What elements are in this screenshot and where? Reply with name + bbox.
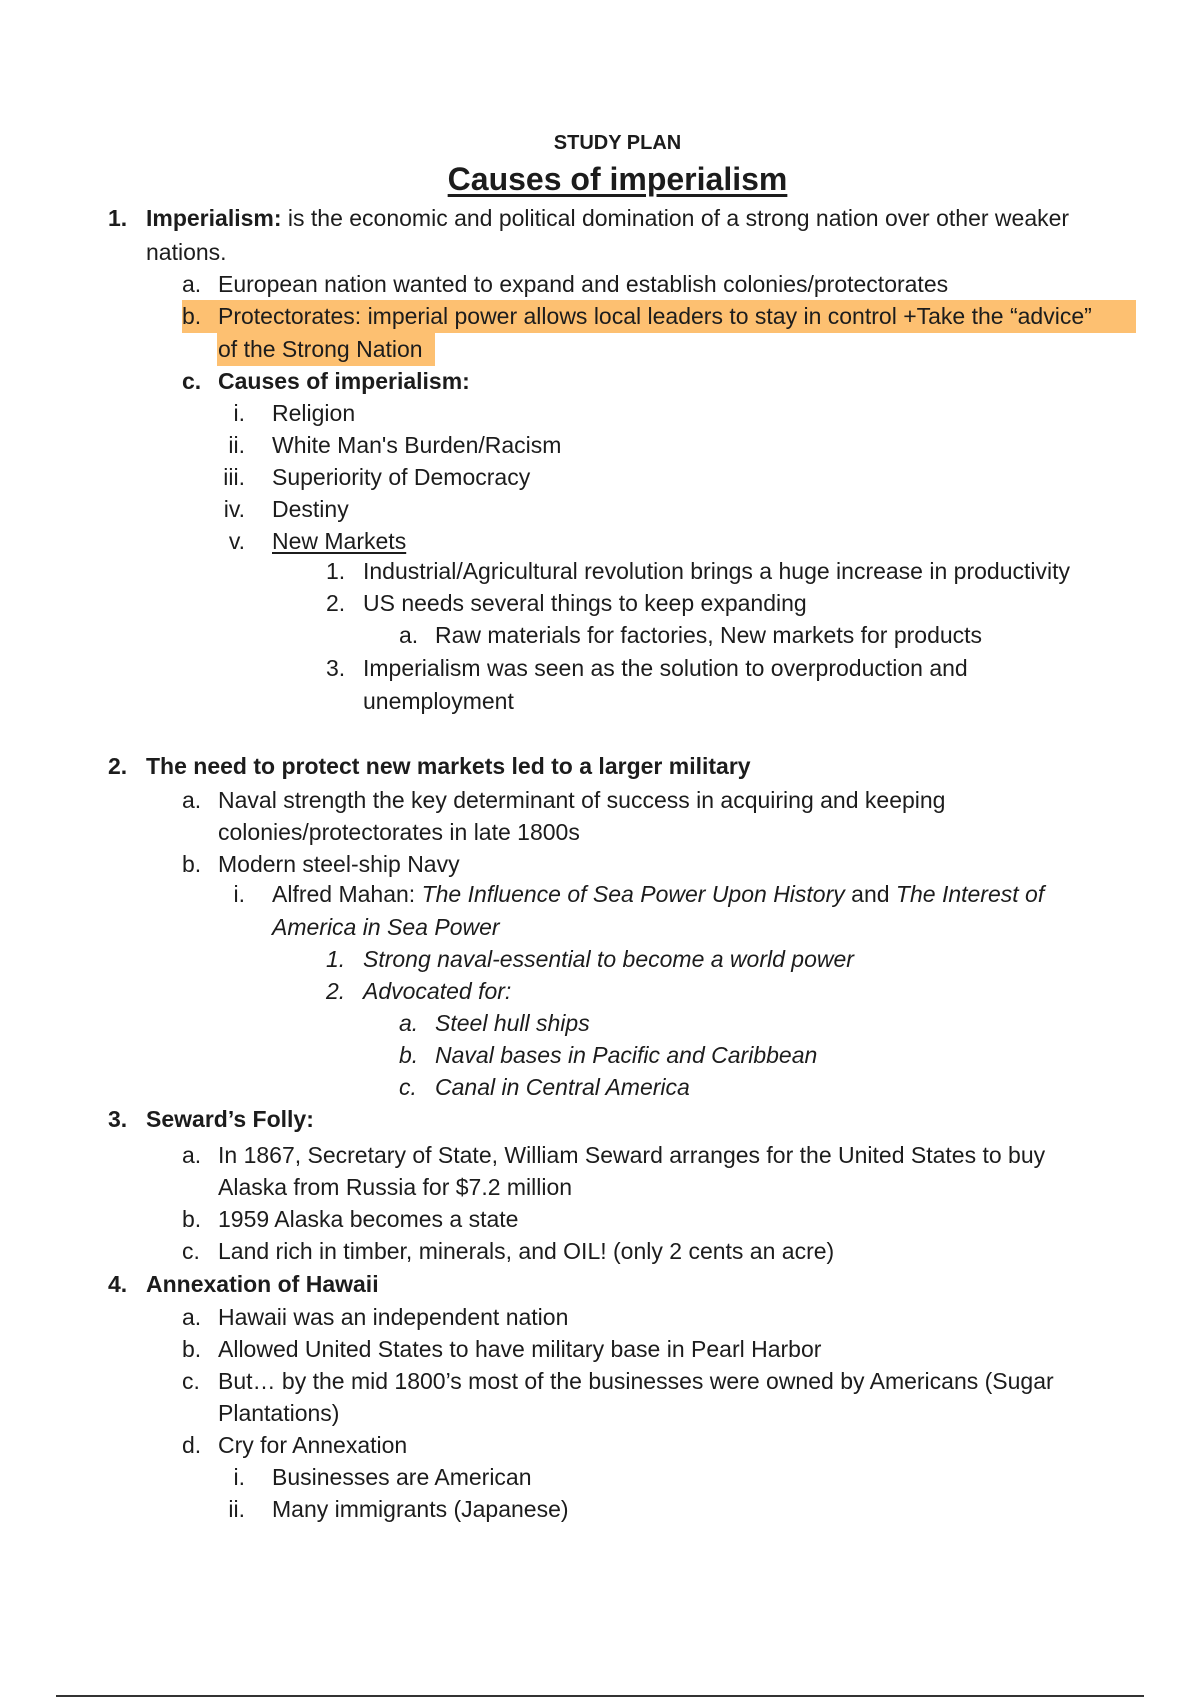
mahan-2c-marker: c.: [399, 1074, 417, 1100]
s3-b-marker: b.: [182, 1206, 202, 1232]
mahan-marker: i.: [233, 881, 245, 907]
page-title: Causes of imperialism: [447, 161, 788, 197]
imperialism-definition: is the economic and political domination of a strong nation over other weaker: [281, 205, 1070, 231]
s1-b-marker: b.: [182, 303, 202, 329]
s4-d-i-marker: i.: [233, 1464, 245, 1490]
section-2-marker: 2.: [108, 753, 128, 779]
study-plan-label: STUDY PLAN: [553, 132, 682, 154]
markets-3-marker: 3.: [326, 655, 346, 681]
mahan-1-marker: 1.: [326, 946, 346, 972]
s4-a-text: Hawaii was an independent nation: [218, 1304, 569, 1330]
cause-iv-marker: iv.: [223, 496, 245, 522]
mahan-2c-text: Canal in Central America: [435, 1074, 690, 1100]
causes-heading: Causes of imperialism:: [218, 368, 470, 394]
cause-i-marker: i.: [233, 400, 245, 426]
s4-a-marker: a.: [182, 1304, 202, 1330]
bottom-rule: [56, 1695, 1144, 1697]
mahan-line: [272, 879, 1044, 909]
mahan-2b-marker: b.: [399, 1042, 419, 1068]
markets-3-text-cont: unemployment: [363, 688, 514, 714]
s2-b-marker: b.: [182, 851, 202, 877]
s2-b-text: Modern steel-ship Navy: [218, 851, 460, 877]
section-4-heading: Annexation of Hawaii: [146, 1271, 379, 1297]
markets-3-text: Imperialism was seen as the solution to overproduction and: [363, 655, 968, 681]
cause-ii-marker: ii.: [228, 432, 245, 458]
section-1-marker: 1.: [108, 205, 128, 231]
section-2-heading: The need to protect new markets led to a larger military: [146, 753, 751, 779]
markets-2a-marker: a.: [399, 622, 419, 648]
s4-d-marker: d.: [182, 1432, 202, 1458]
protectorates-definition-cont: of the Strong Nation: [218, 336, 423, 362]
s4-d-ii-marker: ii.: [228, 1496, 245, 1522]
mahan-2a-text: Steel hull ships: [435, 1010, 590, 1036]
markets-1-marker: 1.: [326, 558, 346, 584]
cause-iii-marker: iii.: [223, 464, 245, 490]
section-4-marker: 4.: [108, 1271, 128, 1297]
mahan-book-1: The Influence of Sea Power Upon History: [421, 881, 845, 907]
section-3-heading: Seward’s Folly:: [146, 1106, 314, 1132]
s4-c-text: But… by the mid 1800’s most of the businesses were owned by Americans (Sugar: [218, 1368, 1054, 1394]
s3-b-text: 1959 Alaska becomes a state: [218, 1206, 519, 1232]
s4-b-marker: b.: [182, 1336, 202, 1362]
mahan-book-2-cont: America in Sea Power: [272, 914, 500, 940]
cause-new-markets: New Markets: [272, 528, 407, 554]
cause-democracy: Superiority of Democracy: [272, 464, 531, 490]
s2-a-marker: a.: [182, 787, 202, 813]
s4-c-text-cont: Plantations): [218, 1400, 340, 1426]
s3-c-text: Land rich in timber, minerals, and OIL! (only 2 cents an acre): [218, 1238, 835, 1264]
s1-c-marker: c.: [182, 368, 202, 394]
mahan-book-2: The Interest of: [895, 881, 1045, 907]
s1-a-marker: a.: [182, 271, 202, 297]
mahan-1-text: Strong naval-essential to become a world power: [363, 946, 854, 972]
markets-2-marker: 2.: [326, 590, 346, 616]
s4-c-marker: c.: [182, 1368, 200, 1394]
cause-v-marker: v.: [228, 528, 245, 554]
s4-b-text: Allowed United States to have military base in Pearl Harbor: [218, 1336, 822, 1362]
mahan-2b-text: Naval bases in Pacific and Caribbean: [435, 1042, 818, 1068]
cause-racism: White Man's Burden/Racism: [272, 432, 562, 458]
s4-d-ii-text: Many immigrants (Japanese): [272, 1496, 569, 1522]
s4-d-i-text: Businesses are American: [272, 1464, 532, 1490]
cause-destiny: Destiny: [272, 496, 349, 522]
markets-1-text: Industrial/Agricultural revolution brings a huge increase in productivity: [363, 558, 1070, 584]
mahan-2a-marker: a.: [399, 1010, 419, 1036]
markets-2-text: US needs several things to keep expanding: [363, 590, 807, 616]
s4-d-text: Cry for Annexation: [218, 1432, 408, 1458]
s2-a-text-cont: colonies/protectorates in late 1800s: [218, 819, 580, 845]
s2-a-text: Naval strength the key determinant of success in acquiring and keeping: [218, 787, 946, 813]
section-1-definition-cont: nations.: [146, 239, 227, 265]
s3-a-text: In 1867, Secretary of State, William Seward arranges for the United States to buy: [218, 1142, 1046, 1168]
s3-a-text-cont: Alaska from Russia for $7.2 million: [218, 1174, 573, 1200]
mahan-2-text: Advocated for:: [363, 978, 512, 1004]
protectorates-definition: Protectorates: imperial power allows local leaders to stay in control +Take the “advice”: [218, 303, 1092, 329]
mahan-2-marker: 2.: [326, 978, 346, 1004]
mahan-name: Alfred Mahan:: [272, 881, 422, 907]
section-1-definition: [146, 203, 1069, 233]
s3-c-marker: c.: [182, 1238, 200, 1264]
mahan-and: and: [844, 881, 896, 907]
section-3-marker: 3.: [108, 1106, 128, 1132]
markets-2a-text: Raw materials for factories, New markets for products: [435, 622, 983, 648]
imperialism-term: Imperialism:: [146, 205, 282, 231]
s1-a-text: European nation wanted to expand and establish colonies/protectorates: [218, 271, 949, 297]
cause-religion: Religion: [272, 400, 356, 426]
s3-a-marker: a.: [182, 1142, 202, 1168]
